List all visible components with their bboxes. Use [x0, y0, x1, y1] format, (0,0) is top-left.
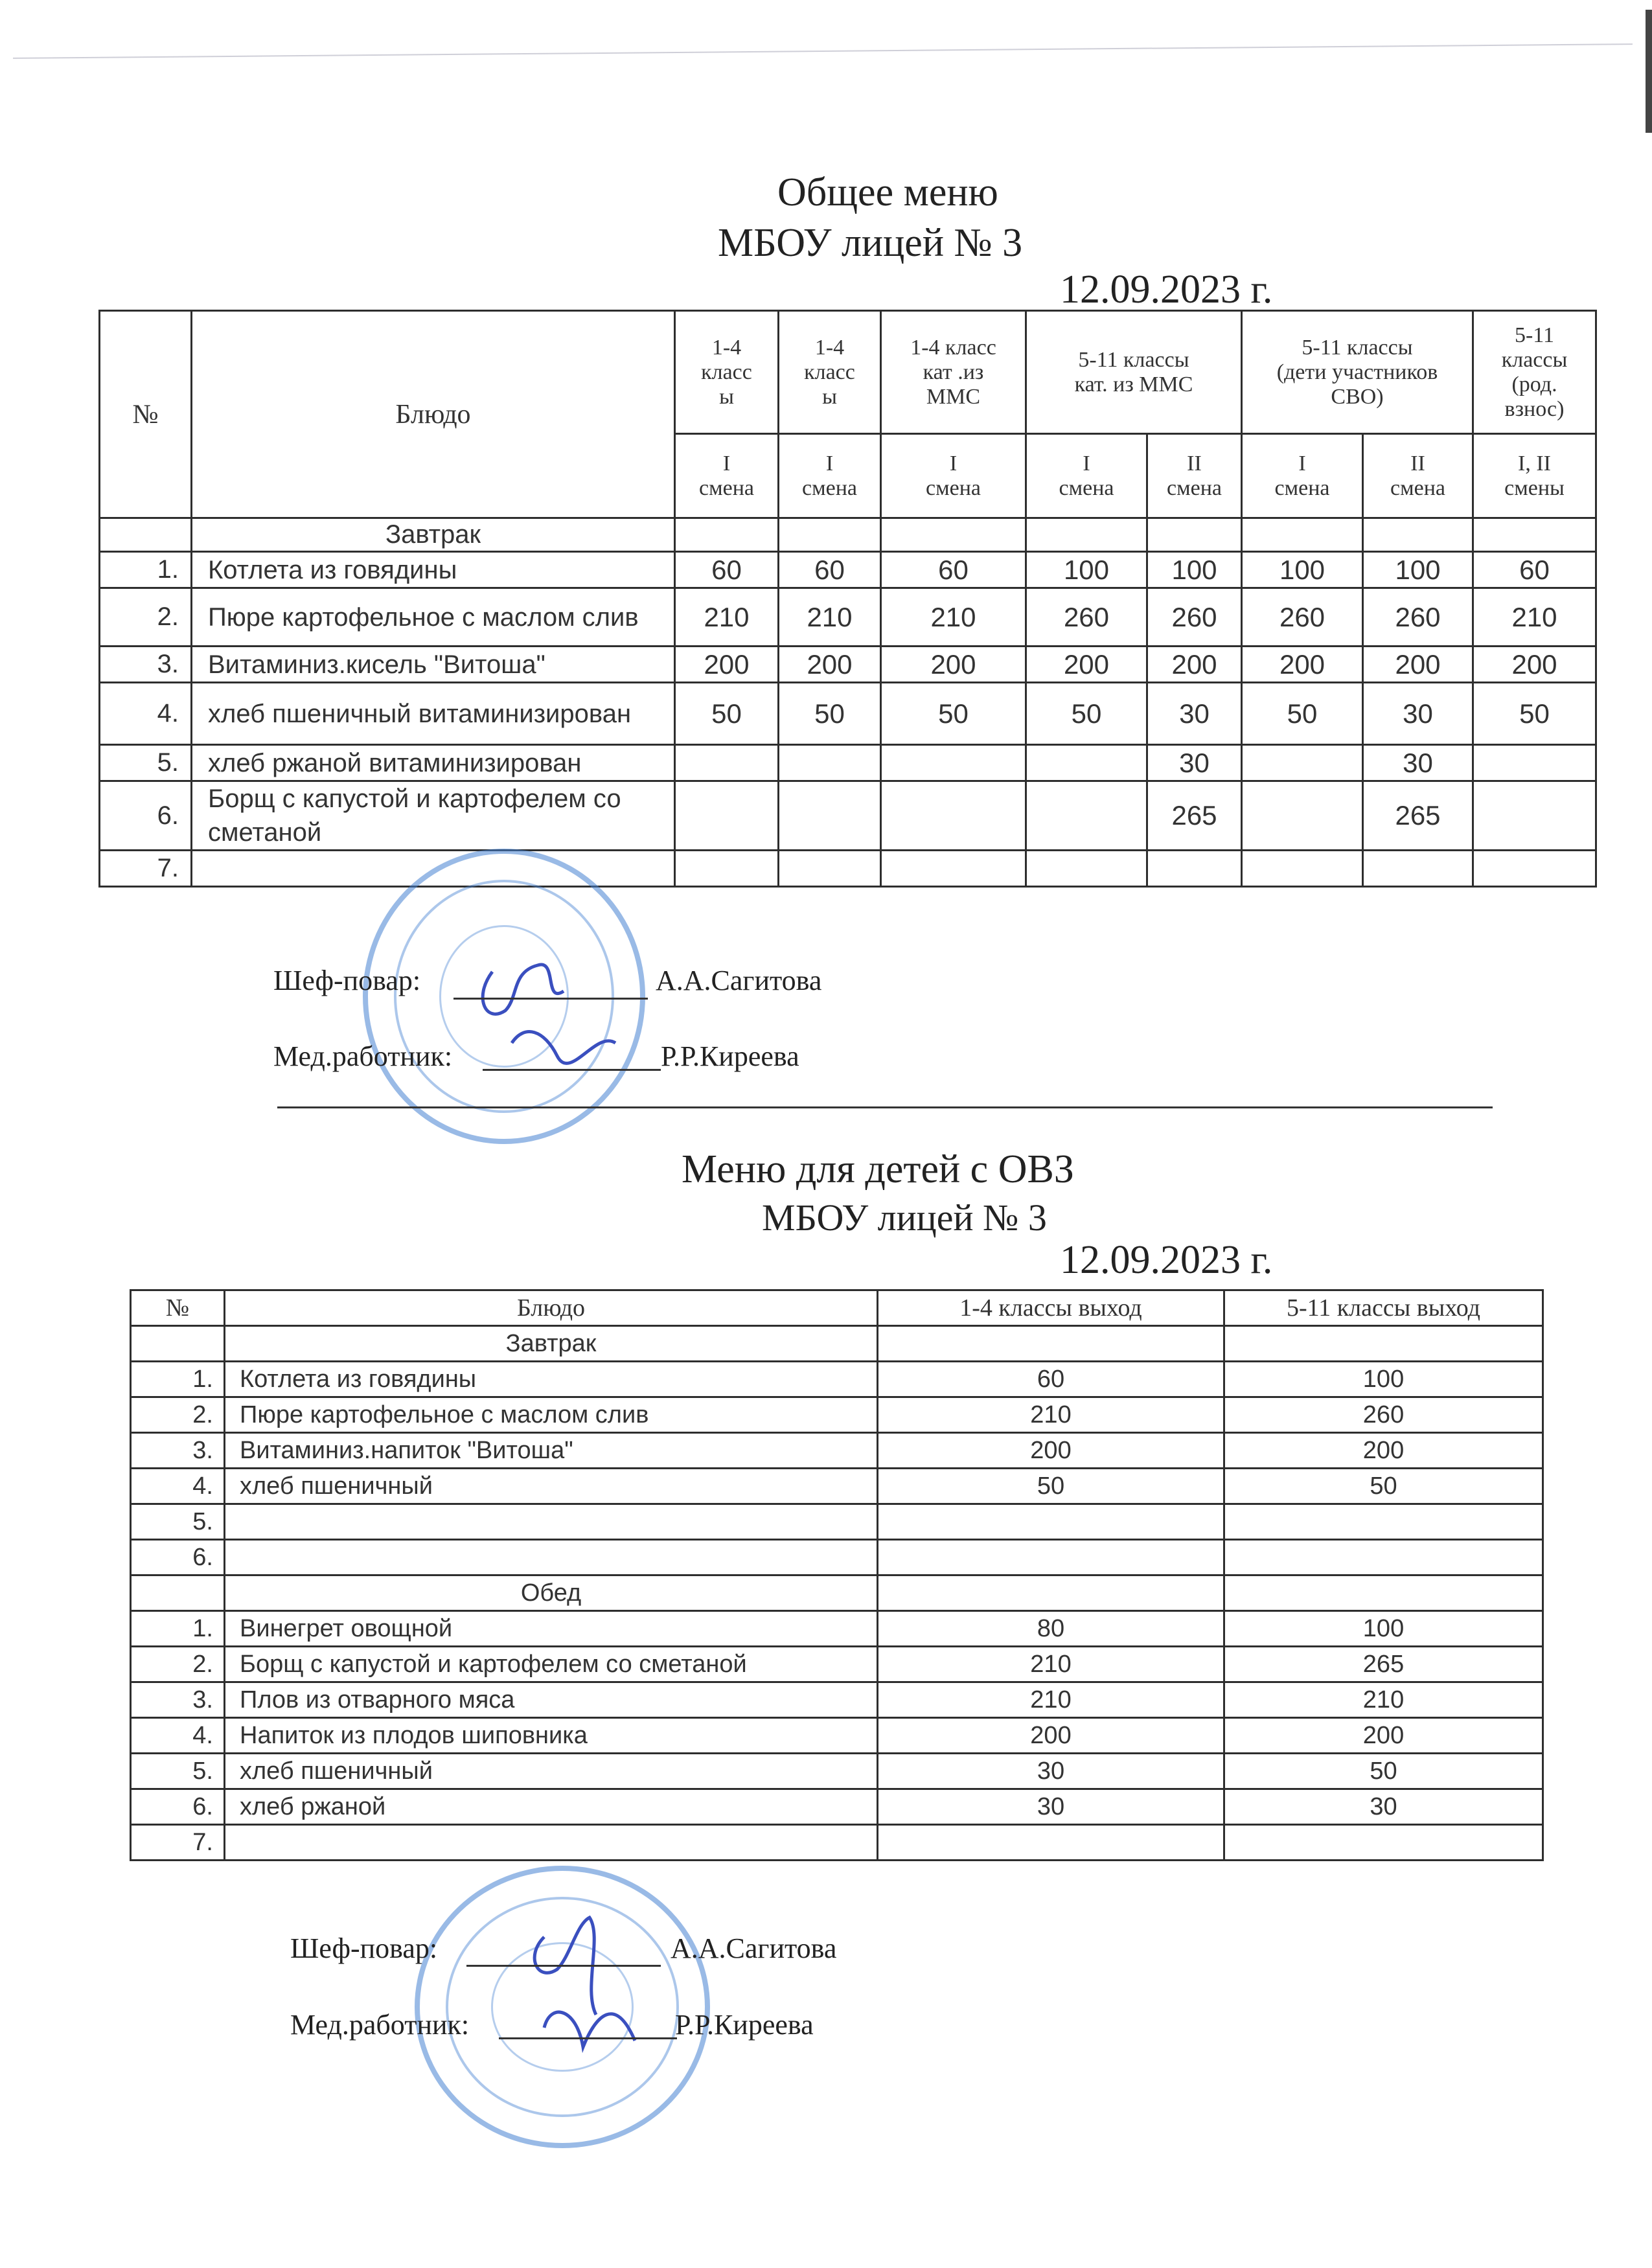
header-num: № — [131, 1290, 225, 1326]
portion-value: 60 — [675, 552, 779, 588]
header-col1: 1-4 классы выход — [878, 1290, 1224, 1326]
ovz-menu-table — [130, 1289, 1544, 1861]
portion-value: 200 — [878, 1718, 1224, 1754]
header-shift: I смена — [779, 434, 881, 518]
row-number: 5. — [100, 745, 192, 781]
row-number: 7. — [131, 1825, 225, 1861]
portion-value — [878, 1825, 1224, 1861]
general-menu-table — [98, 310, 1597, 888]
portion-value: 30 — [1363, 683, 1473, 745]
general-menu-date: 12.09.2023 г. — [1060, 268, 1273, 312]
portion-value: 260 — [1242, 588, 1363, 647]
section-row-breakfast — [131, 1326, 1543, 1362]
header-shift: I смена — [675, 434, 779, 518]
portion-value: 100 — [1147, 552, 1242, 588]
portion-value: 30 — [1147, 683, 1242, 745]
dish-name: Котлета из говядины — [192, 552, 675, 588]
dish-name: Витаминиз.напиток "Витоша" — [225, 1433, 878, 1469]
row-number: 5. — [131, 1754, 225, 1789]
header-shift: I, II смены — [1473, 434, 1596, 518]
ovz-menu-title: Меню для детей с ОВЗ — [682, 1147, 1074, 1191]
portion-value: 50 — [1026, 683, 1147, 745]
row-number: 2. — [131, 1647, 225, 1682]
dish-name: Напиток из плодов шиповника — [225, 1718, 878, 1754]
dish-name: Пюре картофельное с маслом слив — [192, 588, 675, 647]
row-number: 6. — [131, 1789, 225, 1825]
row-number: 2. — [100, 588, 192, 647]
portion-value: 210 — [1473, 588, 1596, 647]
section-label: Завтрак — [225, 1326, 878, 1362]
table-row — [100, 851, 1596, 887]
portion-value: 210 — [675, 588, 779, 647]
portion-value: 210 — [881, 588, 1026, 647]
scan-artifact-edge — [1646, 10, 1652, 133]
portion-value — [1473, 851, 1596, 887]
table-row — [131, 1825, 1543, 1861]
portion-value: 60 — [1473, 552, 1596, 588]
header-shift: I смена — [881, 434, 1026, 518]
portion-value: 50 — [1224, 1754, 1543, 1789]
dish-name: Пюре картофельное с маслом слив — [225, 1397, 878, 1433]
dish-name: Плов из отварного мяса — [225, 1682, 878, 1718]
medic-name: Р.Р.Киреева — [661, 1040, 799, 1072]
header-shift: II смена — [1147, 434, 1242, 518]
portion-value — [1026, 851, 1147, 887]
table-row — [131, 1504, 1543, 1540]
chef-label: Шеф-повар: — [290, 1932, 438, 1964]
ovz-menu-school: МБОУ лицей № 3 — [762, 1197, 1047, 1239]
table-row — [131, 1682, 1543, 1718]
portion-value: 200 — [1147, 647, 1242, 683]
portion-value: 210 — [779, 588, 881, 647]
row-number: 3. — [131, 1433, 225, 1469]
portion-value: 50 — [675, 683, 779, 745]
header-group: 5-11 классы кат. из ММС — [1026, 311, 1242, 434]
portion-value — [1473, 745, 1596, 781]
signature-scribble — [505, 1898, 674, 2079]
dish-name: хлеб ржаной — [225, 1789, 878, 1825]
portion-value: 260 — [1147, 588, 1242, 647]
row-number: 4. — [100, 683, 192, 745]
header-group: 1-4 класс ы — [675, 311, 779, 434]
portion-value: 60 — [779, 552, 881, 588]
table-row — [100, 683, 1596, 745]
medic-signature-line — [483, 1069, 661, 1071]
portion-value — [881, 851, 1026, 887]
portion-value — [1224, 1540, 1543, 1575]
portion-value — [1242, 781, 1363, 851]
table-row — [131, 1647, 1543, 1682]
portion-value: 265 — [1147, 781, 1242, 851]
portion-value: 100 — [1224, 1362, 1543, 1397]
header-group: 1-4 класс кат .из ММС — [881, 311, 1026, 434]
portion-value: 210 — [1224, 1682, 1543, 1718]
portion-value: 200 — [675, 647, 779, 683]
general-menu-title: Общее меню — [777, 170, 998, 214]
table-row — [131, 1540, 1543, 1575]
portion-value: 265 — [1363, 781, 1473, 851]
dish-name: Винегрет овощной — [225, 1611, 878, 1647]
portion-value: 200 — [878, 1433, 1224, 1469]
portion-value — [1242, 745, 1363, 781]
dish-name: хлеб ржаной витаминизирован — [192, 745, 675, 781]
portion-value — [1026, 781, 1147, 851]
portion-value: 50 — [878, 1469, 1224, 1504]
dish-name: Витаминиз.кисель "Витоша" — [192, 647, 675, 683]
table-row — [100, 745, 1596, 781]
portion-value: 30 — [1224, 1789, 1543, 1825]
portion-value — [1224, 1504, 1543, 1540]
portion-value: 265 — [1224, 1647, 1543, 1682]
table-row — [131, 1362, 1543, 1397]
row-number: 1. — [131, 1611, 225, 1647]
portion-value: 100 — [1363, 552, 1473, 588]
ovz-lunch-body — [131, 1611, 1543, 1861]
signature-scribble — [466, 933, 648, 1101]
portion-value: 260 — [1224, 1397, 1543, 1433]
chef-name: А.А.Сагитова — [671, 1932, 837, 1964]
medic-label: Мед.работник: — [273, 1040, 453, 1072]
portion-value: 210 — [878, 1682, 1224, 1718]
medic-signature-line — [499, 2037, 677, 2039]
header-dish: Блюдо — [225, 1290, 878, 1326]
medic-name: Р.Р.Киреева — [675, 2009, 814, 2041]
ovz-breakfast-body — [131, 1362, 1543, 1575]
row-number: 7. — [100, 851, 192, 887]
portion-value — [675, 781, 779, 851]
portion-value: 60 — [881, 552, 1026, 588]
portion-value — [881, 781, 1026, 851]
portion-value: 30 — [1363, 745, 1473, 781]
table-row — [131, 1611, 1543, 1647]
portion-value: 210 — [878, 1397, 1224, 1433]
table-row — [131, 1469, 1543, 1504]
scan-artifact-line — [13, 43, 1633, 59]
portion-value — [878, 1504, 1224, 1540]
section-label: Завтрак — [192, 518, 675, 552]
portion-value — [779, 781, 881, 851]
portion-value: 80 — [878, 1611, 1224, 1647]
portion-value — [1473, 781, 1596, 851]
portion-value: 200 — [1026, 647, 1147, 683]
header-group: 5-11 классы (дети участников СВО) — [1242, 311, 1473, 434]
row-number: 4. — [131, 1718, 225, 1754]
chef-label: Шеф-повар: — [273, 965, 421, 996]
dish-name — [225, 1504, 878, 1540]
portion-value: 30 — [1147, 745, 1242, 781]
header-dish: Блюдо — [192, 311, 675, 518]
dish-name: Борщ с капустой и картофелем со сметаной — [192, 781, 675, 851]
header-row-groups — [100, 311, 1596, 434]
portion-value: 200 — [779, 647, 881, 683]
dish-name: Борщ с капустой и картофелем со сметаной — [225, 1647, 878, 1682]
header-num: № — [100, 311, 192, 518]
portion-value: 200 — [1224, 1718, 1543, 1754]
row-number: 4. — [131, 1469, 225, 1504]
general-menu-body — [100, 552, 1596, 887]
header-shift: I смена — [1026, 434, 1147, 518]
portion-value: 210 — [878, 1647, 1224, 1682]
portion-value: 30 — [878, 1754, 1224, 1789]
portion-value — [675, 745, 779, 781]
portion-value: 50 — [1473, 683, 1596, 745]
table-row — [131, 1397, 1543, 1433]
table-row — [100, 588, 1596, 647]
portion-value — [779, 851, 881, 887]
table-row — [131, 1789, 1543, 1825]
portion-value — [675, 851, 779, 887]
section-divider — [277, 1106, 1493, 1108]
section-row-lunch — [131, 1575, 1543, 1611]
portion-value: 260 — [1363, 588, 1473, 647]
portion-value: 100 — [1026, 552, 1147, 588]
portion-value: 200 — [1224, 1433, 1543, 1469]
row-number: 5. — [131, 1504, 225, 1540]
header-shift: II смена — [1363, 434, 1473, 518]
dish-name — [225, 1825, 878, 1861]
table-row — [131, 1754, 1543, 1789]
portion-value: 50 — [1242, 683, 1363, 745]
portion-value: 100 — [1242, 552, 1363, 588]
portion-value: 200 — [1473, 647, 1596, 683]
ovz-menu-date: 12.09.2023 г. — [1060, 1238, 1273, 1282]
portion-value — [779, 745, 881, 781]
general-menu-school: МБОУ лицей № 3 — [718, 221, 1023, 265]
dish-name: Котлета из говядины — [225, 1362, 878, 1397]
dish-name — [225, 1540, 878, 1575]
portion-value — [1026, 745, 1147, 781]
header-col2: 5-11 классы выход — [1224, 1290, 1543, 1326]
chef-signature-line — [466, 1965, 661, 1967]
table-row — [100, 781, 1596, 851]
portion-value — [1363, 851, 1473, 887]
header-group: 1-4 класс ы — [779, 311, 881, 434]
portion-value — [1242, 851, 1363, 887]
row-number: 1. — [100, 552, 192, 588]
header-row — [131, 1290, 1543, 1326]
row-number: 1. — [131, 1362, 225, 1397]
row-number: 3. — [131, 1682, 225, 1718]
portion-value — [1147, 851, 1242, 887]
table-row — [131, 1433, 1543, 1469]
portion-value: 30 — [878, 1789, 1224, 1825]
section-label: Обед — [225, 1575, 878, 1611]
row-number: 6. — [100, 781, 192, 851]
section-row — [100, 518, 1596, 552]
portion-value: 260 — [1026, 588, 1147, 647]
portion-value: 200 — [1242, 647, 1363, 683]
header-group: 5-11 классы (род. взнос) — [1473, 311, 1596, 434]
row-number: 3. — [100, 647, 192, 683]
portion-value: 200 — [1363, 647, 1473, 683]
header-shift: I смена — [1242, 434, 1363, 518]
dish-name: хлеб пшеничный витаминизирован — [192, 683, 675, 745]
table-row — [131, 1718, 1543, 1754]
chef-signature-line — [453, 998, 648, 1000]
portion-value — [1224, 1825, 1543, 1861]
dish-name: хлеб пшеничный — [225, 1754, 878, 1789]
portion-value: 50 — [1224, 1469, 1543, 1504]
portion-value — [881, 745, 1026, 781]
portion-value: 100 — [1224, 1611, 1543, 1647]
row-number: 6. — [131, 1540, 225, 1575]
chef-name: А.А.Сагитова — [656, 965, 822, 996]
table-row — [100, 552, 1596, 588]
table-row — [100, 647, 1596, 683]
portion-value: 200 — [881, 647, 1026, 683]
medic-label: Мед.работник: — [290, 2009, 470, 2041]
dish-name: хлеб пшеничный — [225, 1469, 878, 1504]
portion-value: 60 — [878, 1362, 1224, 1397]
portion-value: 50 — [779, 683, 881, 745]
row-number: 2. — [131, 1397, 225, 1433]
portion-value: 50 — [881, 683, 1026, 745]
portion-value — [878, 1540, 1224, 1575]
